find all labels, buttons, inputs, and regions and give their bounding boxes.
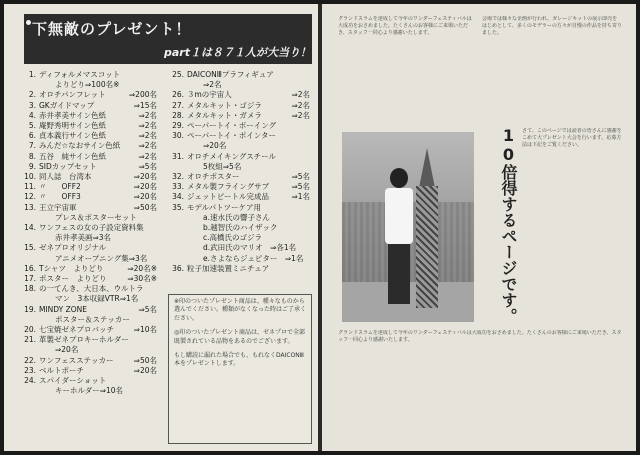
prize-name: メタルキット・ゴジラ (187, 100, 262, 110)
prize-quantity: ⇒5名 (291, 172, 310, 182)
prize-quantity: ⇒2名 (291, 90, 310, 100)
note-3: もし購読に漏れた場合でも、もれなくDAICONⅢ本をプレゼントします。 (174, 352, 304, 368)
prize-number: 25. (172, 70, 184, 79)
prize-item (22, 182, 157, 192)
prize-number: 28. (172, 110, 184, 120)
prize-quantity: ⇒20名 (133, 365, 157, 375)
page-title: 下無敵のプレゼント！ (32, 20, 192, 38)
prize-name: 五谷 純サイン色紙 (39, 151, 106, 161)
prize-number: 18. (24, 284, 36, 294)
prize-name: 〃 OFF3 (39, 192, 81, 202)
prize-quantity: ⇒200名 (128, 90, 157, 100)
prize-item (170, 70, 310, 80)
prize-item (22, 223, 157, 233)
prize-quantity: ⇒20名 (133, 172, 157, 182)
prize-name: オロチパンフレット (39, 90, 106, 100)
prize-quantity: ⇒1名 (291, 192, 310, 202)
prize-name: c.高橋氏のゴジラ (203, 233, 263, 243)
prize-number: 14. (24, 223, 36, 233)
prize-name: オロチメイキングスチール (187, 151, 276, 161)
vertical-headline: 10倍得するページです。 (499, 126, 518, 324)
prize-number: 27. (172, 100, 184, 110)
prize-item (22, 101, 157, 111)
prize-name: マン 3本収録VTR⇒1名 (55, 294, 139, 304)
prize-item (22, 335, 157, 345)
prize-name: ディフォルメマスコット (39, 70, 121, 79)
prize-item (22, 233, 157, 243)
prize-name: GKガイドマップ (39, 100, 95, 110)
prize-name: モデルパトツーケア用 (187, 202, 261, 212)
prize-name: b.越智氏のハイザック (203, 223, 278, 233)
prize-item (22, 111, 157, 121)
person-figure (382, 168, 416, 308)
prize-number: 32. (172, 172, 184, 182)
note-2: ◎印のついたプレゼント商品は、ゼネプロで全部既製されている品物をあるのでございます。 (174, 329, 305, 345)
prize-name: ポスター よりどり (39, 274, 107, 284)
prize-name: d.武田氏のマリオ ⇒各1名 (203, 243, 297, 253)
notes-box (168, 294, 312, 444)
prize-name: SIDカップセット (39, 161, 97, 171)
prize-item (170, 152, 310, 162)
prize-quantity: ⇒2名 (291, 100, 310, 110)
tower-model (416, 148, 438, 308)
prize-name: ⇒2名 (203, 80, 222, 90)
prize-number: 33. (172, 182, 184, 192)
prize-number (22, 315, 36, 325)
prize-number: 30. (172, 131, 184, 141)
prize-name: 革製ゼネプロキーホルダー (39, 335, 129, 345)
prize-number: 26. (172, 90, 184, 100)
note-1: ※印のついたプレゼント商品は、種々なものから選んでください。種類がなくなった時はご了承ください。 (174, 298, 307, 322)
body-text-top-right: 会場では様々な企画が行われ、ガレージキットの展示即売をはじめとして、多くのモデラーの方々が自慢の作品を持ち寄りました。 (482, 16, 622, 36)
prize-quantity: ⇒2名 (138, 141, 157, 151)
prize-quantity: ⇒20名 (133, 192, 157, 202)
prize-item (22, 356, 157, 366)
prize-item (170, 172, 310, 182)
prize-name: 赤井孝美画⇒3名 (55, 233, 112, 243)
prize-name: 粒子加速装置ミニチュア (187, 263, 270, 273)
page-subtitle: part１は８７１人が大当り！ (164, 46, 311, 59)
prize-number: 31. (172, 151, 184, 161)
right-page (322, 4, 636, 451)
photo-person-with-tower-model (342, 132, 474, 322)
prize-item (22, 284, 157, 294)
prize-item (170, 243, 310, 253)
prize-item (170, 192, 310, 202)
prize-name: ペーパートイ・ボーイング (187, 121, 277, 131)
prize-quantity: ⇒5名 (291, 182, 310, 192)
prize-name: ３mの宇宙人 (187, 90, 232, 100)
prize-item (22, 141, 157, 151)
prize-name: 庵野秀明サイン色紙 (39, 121, 106, 131)
prize-number (170, 243, 184, 253)
prize-item (22, 376, 157, 386)
prize-name: MINDY ZONE (39, 304, 88, 314)
prize-name: メタルキット・ガメラ (187, 110, 262, 120)
prize-item (22, 294, 157, 304)
magazine-spread (4, 4, 636, 451)
prize-item (170, 80, 310, 90)
prize-number: 29. (172, 121, 184, 131)
prize-item (22, 203, 157, 213)
prize-number: 5. (28, 121, 36, 131)
prize-quantity: ⇒50名 (133, 355, 157, 365)
prize-name: オロチポスター (187, 172, 240, 182)
prize-name: ワンフェスの女の子設定資料集 (39, 223, 144, 233)
prize-item (170, 141, 310, 151)
prize-name: ゼネプロオリジナル (39, 243, 107, 253)
prize-number (22, 254, 36, 264)
prize-quantity: ⇒2名 (291, 110, 310, 120)
prize-item (22, 325, 157, 335)
prize-number: 16. (24, 263, 36, 273)
prize-number (170, 223, 184, 233)
prize-item (22, 254, 157, 264)
prize-number (22, 80, 36, 90)
prize-item (170, 223, 310, 233)
prize-quantity: ⇒20名 (133, 182, 157, 192)
prize-name: 同人誌 台湾本 (39, 172, 92, 182)
prize-number: 9. (28, 161, 36, 171)
prize-item (22, 70, 157, 80)
prize-item (22, 264, 157, 274)
title-banner (24, 14, 312, 64)
prize-number: 11. (24, 182, 36, 192)
prize-name: メタル製フライングサブ (187, 182, 270, 192)
prize-quantity: ⇒15名 (133, 100, 157, 110)
prize-quantity: ⇒5名 (138, 161, 157, 171)
prize-number (170, 213, 184, 223)
prize-name: プレス＆ポスターセット (55, 212, 137, 222)
prize-name: ワンフェスステッカー (39, 355, 114, 365)
prize-item (170, 213, 310, 223)
prize-name: よりどり⇒100名※ (55, 80, 120, 90)
prize-name: スパイダーショット (39, 376, 107, 386)
prize-quantity: ⇒10名 (133, 325, 157, 335)
prize-name: 赤井孝美サイン色紙 (39, 110, 106, 120)
prize-item (170, 162, 310, 172)
prize-number (170, 80, 184, 90)
prize-item (170, 254, 310, 264)
body-text-bottom: グランドスラムを達成して今年のワンダーフェスティバルは大成功をおさめました。たくさんのお客様にご来場いただき、スタッフ一同心より感謝いたします。 (338, 330, 622, 343)
prize-quantity: ⇒2名 (138, 121, 157, 131)
prize-quantity: ⇒50名 (133, 202, 157, 212)
body-text-mid-right: さて、このページでは読者の皆さんに感謝をこめて大プレゼント大会を行います。応募方法は下記をご覧ください。 (522, 128, 622, 148)
prize-name: みんだ☆なおサイン色紙 (39, 141, 121, 151)
prize-item (170, 121, 310, 131)
prize-number (22, 386, 36, 396)
prize-name: ジェットビートル完成品 (187, 192, 270, 202)
prize-number: 4. (28, 110, 36, 120)
body-text-top-left: グランドスラムを達成して今年のワンダーフェスティバルは大成功をおさめました。たくさんのお客様にご来場いただき、スタッフ一同心より感謝いたします。 (338, 16, 472, 36)
prize-name: 貞本義行サイン色紙 (39, 131, 106, 141)
prize-number (22, 233, 36, 243)
prize-number (170, 233, 184, 243)
prize-name: ⇒20名 (55, 345, 79, 355)
prize-name: Tシャツ よりどり (39, 263, 104, 273)
left-page (4, 4, 318, 451)
prize-item (22, 192, 157, 202)
prize-name: ⇒20名 (203, 141, 227, 151)
prize-number: 3. (28, 100, 36, 110)
prize-name: の一てんき、大日本、ウルトラ (39, 284, 144, 294)
prize-name: ポスター＆ステッカー (55, 314, 130, 324)
prize-name: アニメオープニング集⇒3名 (55, 253, 148, 263)
prize-number: 20. (24, 325, 36, 335)
prize-number: 17. (24, 274, 36, 284)
prize-name: ペーパートイ・ポインター (187, 131, 276, 141)
prize-number: 10. (24, 172, 36, 182)
prize-number: 15. (24, 243, 36, 253)
prize-item (22, 172, 157, 182)
prize-number: 22. (24, 355, 36, 365)
prize-name: 〃 OFF2 (39, 182, 81, 192)
prize-item (22, 90, 157, 100)
prize-number: 21. (24, 335, 36, 345)
prize-item (22, 305, 157, 315)
prize-name: 七宝焼ゼネプロバッチ (39, 325, 114, 335)
prize-item (22, 213, 157, 223)
prize-number: 19. (24, 304, 36, 314)
prize-name: ベルトポーチ (39, 365, 84, 375)
prize-number: 1. (28, 70, 36, 79)
prize-list-column-1 (22, 70, 157, 397)
prize-number (22, 345, 36, 355)
prize-number: 12. (24, 192, 36, 202)
prize-item (22, 315, 157, 325)
prize-item (22, 243, 157, 253)
prize-item (22, 80, 157, 90)
prize-number: 34. (172, 192, 184, 202)
prize-item (170, 182, 310, 192)
prize-item (170, 101, 310, 111)
prize-name: キーホルダー⇒10名 (55, 386, 124, 396)
prize-item (22, 345, 157, 355)
prize-item (22, 274, 157, 284)
prize-item (22, 366, 157, 376)
prize-number (22, 294, 36, 304)
prize-number (170, 254, 184, 264)
prize-item (170, 90, 310, 100)
prize-number: 2. (28, 90, 36, 100)
prize-quantity: ⇒30名※ (127, 274, 157, 284)
prize-number: 8. (28, 151, 36, 161)
prize-quantity: ⇒2名 (138, 110, 157, 120)
prize-item (22, 386, 157, 396)
prize-number (22, 213, 36, 223)
prize-quantity: ⇒5名 (138, 304, 157, 314)
prize-name: e.さよならジュピター ⇒1名 (203, 253, 304, 263)
prize-number: 23. (24, 365, 36, 375)
prize-item (170, 131, 310, 141)
prize-number (170, 141, 184, 151)
prize-quantity: ⇒2名 (138, 131, 157, 141)
bullet-icon (26, 20, 31, 25)
prize-item (22, 121, 157, 131)
prize-item (22, 131, 157, 141)
prize-name: 王立宇宙軍 (39, 202, 77, 212)
prize-quantity: ⇒20名※ (127, 263, 157, 273)
prize-list-column-2 (170, 70, 310, 274)
prize-name: DAICONⅢプラフィギュア (187, 70, 274, 79)
prize-name: a.速水氏の響子さん (203, 212, 270, 222)
prize-number: 35. (172, 202, 184, 212)
prize-item (22, 162, 157, 172)
prize-number: 13. (24, 202, 36, 212)
prize-item (170, 233, 310, 243)
prize-number: 24. (24, 376, 36, 386)
prize-number: 36. (172, 263, 184, 273)
prize-item (22, 152, 157, 162)
prize-name: 5枚組⇒5名 (203, 161, 242, 171)
prize-quantity: ⇒2名 (138, 151, 157, 161)
prize-item (170, 264, 310, 274)
prize-number (170, 162, 184, 172)
prize-item (170, 203, 310, 213)
prize-number: 6. (28, 131, 36, 141)
prize-item (170, 111, 310, 121)
prize-number: 7. (28, 141, 36, 151)
